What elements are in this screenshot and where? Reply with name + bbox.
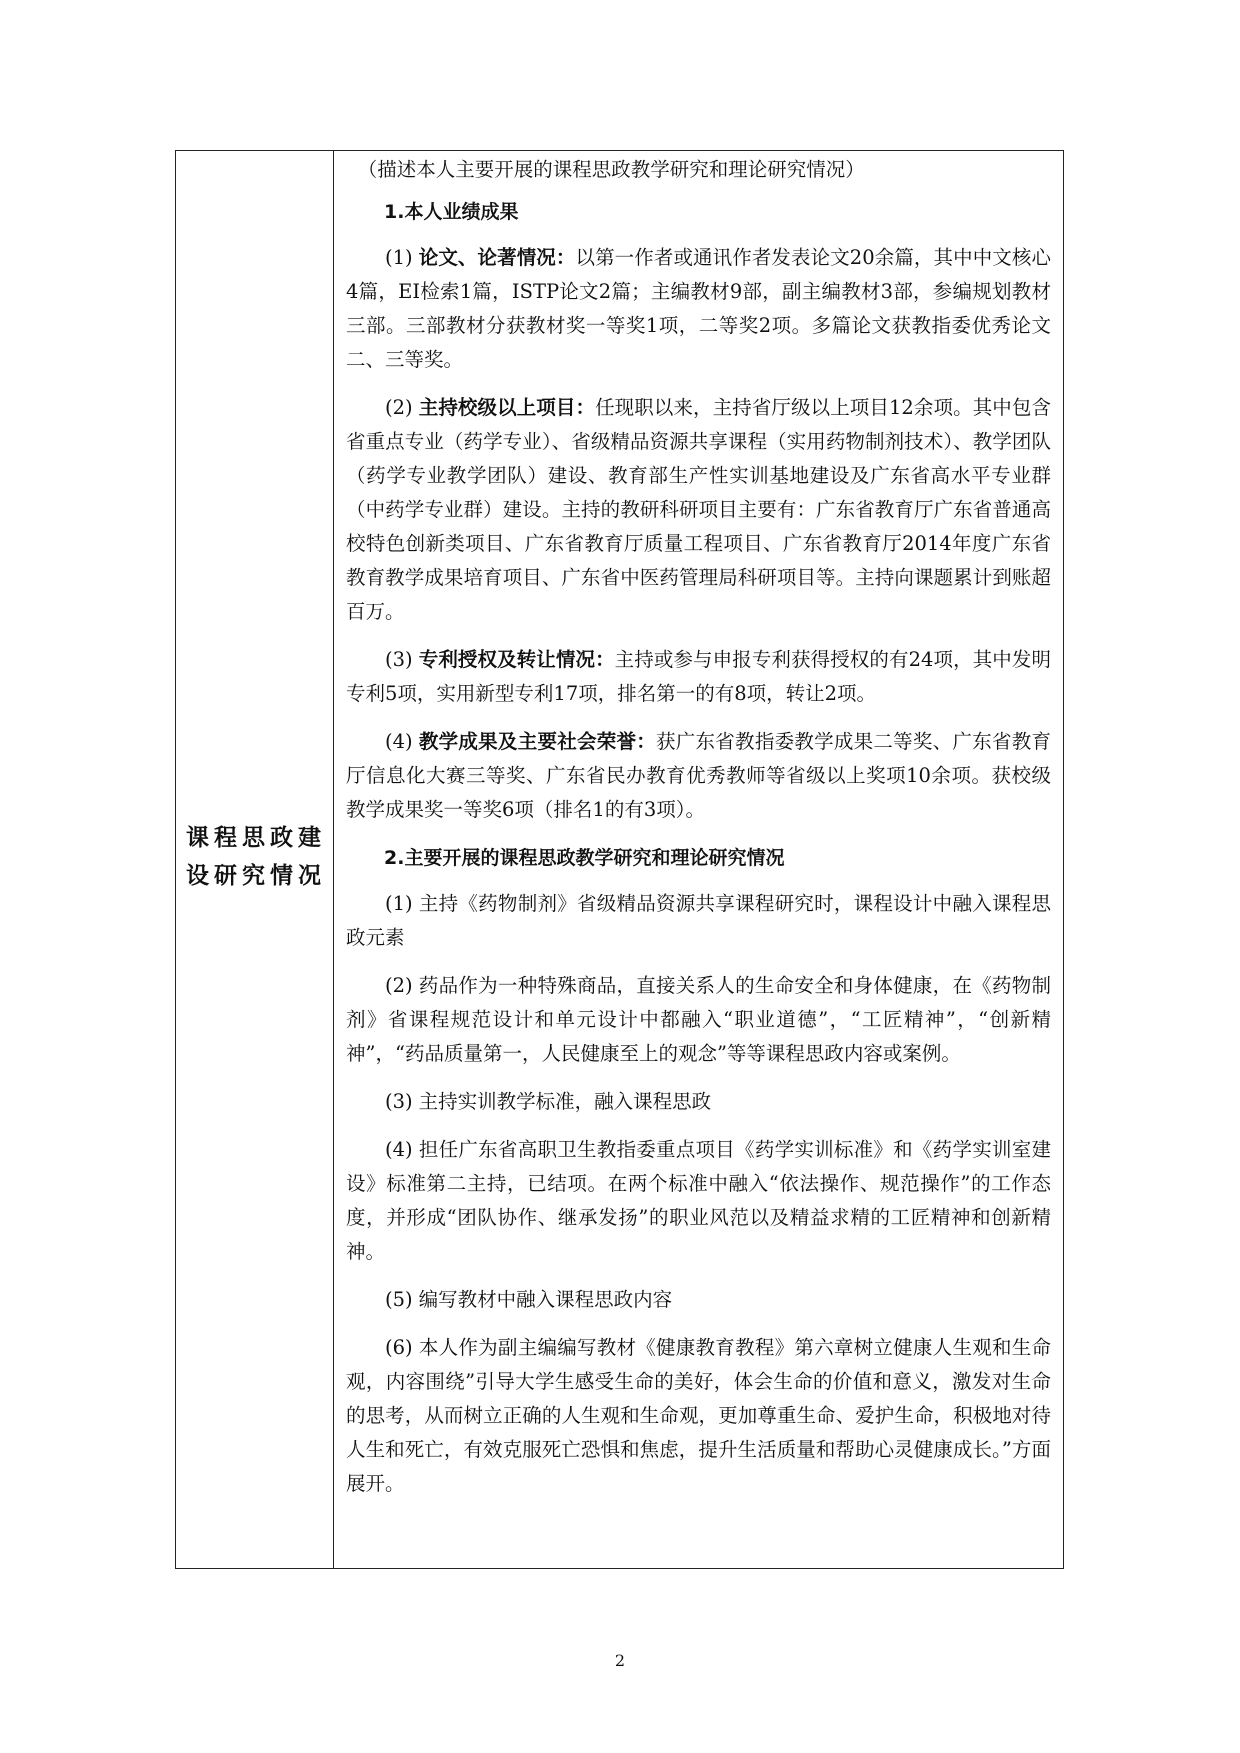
item-text: 主持《药物制剂》省级精品资源共享课程研究时，课程设计中融入课程思政元素 xyxy=(346,892,1051,949)
section1-heading: 1.本人业绩成果 xyxy=(384,201,519,223)
achievement-item xyxy=(346,725,1051,827)
item-number: (4) xyxy=(385,730,413,753)
item-number: (1) xyxy=(385,246,413,269)
item-number: (3) xyxy=(385,648,413,671)
item-text: 以第一作者或通讯作者发表论文20余篇，其中中文核心4篇，EI检索1篇，ISTP论文2篇；主编教材9部，副主编教材3部，参编规划教材三部。三部教材分获教材奖一等奖1项，二等奖2项。多篇论文获教指委优秀论文二、三等奖。 xyxy=(346,246,1051,371)
item-title: 专利授权及转让情况： xyxy=(418,648,615,671)
research-item xyxy=(346,1331,1051,1501)
item-number: (2) xyxy=(385,974,413,997)
research-item xyxy=(346,1283,1051,1317)
item-title: 论文、论著情况： xyxy=(418,246,576,269)
item-number: (3) xyxy=(385,1090,413,1113)
item-text: 编写教材中融入课程思政内容 xyxy=(418,1288,673,1311)
achievement-item xyxy=(346,241,1051,377)
item-text: 主持或参与申报专利获得授权的有24项，其中发明专利5项，实用新型专利17项，排名第一的有8项，转让2项。 xyxy=(346,648,1051,705)
research-item xyxy=(346,1133,1051,1269)
item-number: (1) xyxy=(385,892,413,915)
item-text: 主持实训教学标准，融入课程思政 xyxy=(418,1090,712,1113)
item-number: (5) xyxy=(385,1288,413,1311)
research-item xyxy=(346,969,1051,1071)
intro-text: （描述本人主要开展的课程思政教学研究和理论研究情况） xyxy=(357,158,865,181)
row-label: 课程思政建设研究情况 xyxy=(186,825,326,889)
item-text: 药品作为一种特殊商品，直接关系人的生命安全和身体健康，在《药物制剂》省课程规范设计和单元设计中都融入“职业道德”，“工匠精神”，“创新精神”，“药品质量第一，人民健康至上的观念”等等课程思政内容或案例。 xyxy=(346,974,1051,1065)
item-title: 教学成果及主要社会荣誉： xyxy=(418,730,657,753)
item-number: (2) xyxy=(385,396,413,419)
research-item xyxy=(346,887,1051,955)
achievement-item xyxy=(346,391,1051,629)
item-number: (4) xyxy=(385,1138,413,1161)
item-title: 主持校级以上项目： xyxy=(418,396,596,419)
content-cell xyxy=(334,151,1063,1568)
achievement-item xyxy=(346,643,1051,711)
row-label-cell xyxy=(176,151,334,1568)
research-item xyxy=(346,1085,1051,1119)
item-text: 本人作为副主编编写教材《健康教育教程》第六章树立健康人生观和生命观，内容围绕”引导大学生感受生命的美好，体会生命的价值和意义，激发对生命的思考，从而树立正确的人生观和生命观，更加尊重生命、爱护生命，积极地对待人生和死亡，有效克服死亡恐惧和焦虑，提升生活质量和帮助心灵健康成长。”方面展开。 xyxy=(346,1336,1051,1495)
section2-heading: 2.主要开展的课程思政教学研究和理论研究情况 xyxy=(384,847,785,869)
research-table xyxy=(175,150,1064,1569)
page-number: 2 xyxy=(614,1651,626,1670)
item-number: (6) xyxy=(385,1336,413,1359)
item-text: 担任广东省高职卫生教指委重点项目《药学实训标准》和《药学实训室建设》标准第二主持，已结项。在两个标准中融入“依法操作、规范操作”的工作态度，并形成“团队协作、继承发扬”的职业风范以及精益求精的工匠精神和创新精神。 xyxy=(346,1138,1051,1263)
item-text: 任现职以来，主持省厅级以上项目12余项。其中包含省重点专业（药学专业）、省级精品资源共享课程（实用药物制剂技术）、教学团队（药学专业教学团队）建设、教育部生产性实训基地建设及广东省高水平专业群（中药学专业群）建设。主持的教研科研项目主要有：广东省教育厅广东省普通高校特色创新类项目、广东省教育厅质量工程项目、广东省教育厅2014年度广东省教育教学成果培育项目、广东省中医药管理局科研项目等。主持向课题累计到账超百万。 xyxy=(346,396,1051,623)
item-text: 获广东省教指委教学成果二等奖、广东省教育厅信息化大赛三等奖、广东省民办教育优秀教师等省级以上奖项10余项。获校级教学成果奖一等奖6项（排名1的有3项）。 xyxy=(346,730,1051,821)
